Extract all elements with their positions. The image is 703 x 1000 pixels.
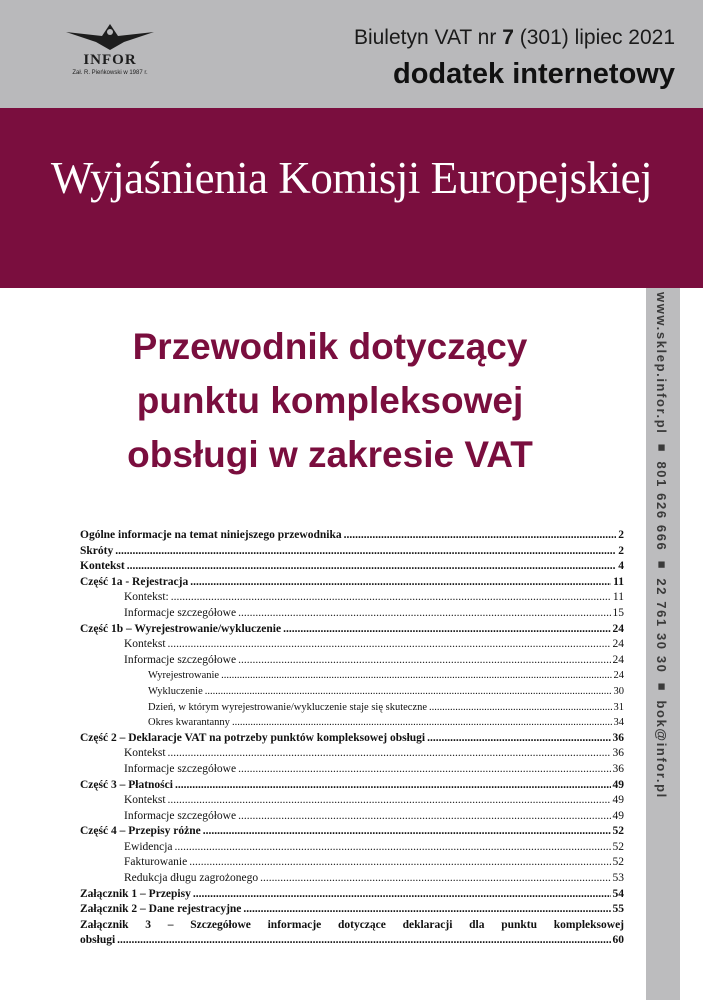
table-of-contents — [80, 528, 624, 949]
toc-entry: obsługi ..... 60 — [80, 933, 624, 949]
contact-strip — [646, 288, 680, 1000]
issue-suffix: (301) lipiec 2021 — [519, 26, 675, 49]
toc-entry: Załącznik 2 – Dane rejestracyjne ..... 55 — [80, 902, 624, 918]
toc-entry: Załącznik 1 – Przepisy ..... 54 — [80, 887, 624, 903]
toc-subentry: Kontekst ..... 24 — [80, 637, 624, 653]
toc-subsubentry: Wykluczenie ..... 30 — [80, 684, 624, 700]
toc-entry: Część 1a - Rejestracja ..... 11 — [80, 575, 624, 591]
toc-entry: Kontekst ..... 4 — [80, 559, 624, 575]
eagle-emblem-icon — [62, 22, 158, 52]
toc-subsubentry: Okres kwarantanny ..... 34 — [80, 715, 624, 731]
toc-subsubentry: Wyrejestrowanie ..... 24 — [80, 668, 624, 684]
issue-info — [354, 26, 675, 50]
toc-subentry: Informacje szczegółowe ..... 36 — [80, 762, 624, 778]
toc-entry: Załącznik 3 – Szczegółowe informacje dotyczące deklaracji dla punktu kompleksowej — [80, 918, 624, 931]
brand-tagline: Zał. R. Pieńkowski w 1987 r. — [72, 70, 148, 76]
brand-name: INFOR — [83, 52, 137, 68]
supplement-label: dodatek internetowy — [393, 58, 675, 90]
toc-subentry: Redukcja długu zagrożonego ..... 53 — [80, 871, 624, 887]
toc-subentry: Kontekst: ..... 11 — [80, 590, 624, 606]
header-band — [0, 0, 703, 108]
title-line: obsługi w zakresie VAT — [127, 434, 533, 475]
series-title: Wyjaśnienia Komisji Europejskiej — [50, 153, 653, 203]
toc-subentry: Informacje szczegółowe ..... 49 — [80, 809, 624, 825]
title-line: punktu kompleksowej — [136, 380, 524, 421]
issue-number: 7 — [502, 26, 514, 49]
toc-entry: Część 1b – Wyrejestrowanie/wykluczenie ..... 24 — [80, 622, 624, 638]
contact-text: www.sklep.infor.pl ■ 801 626 666 ■ 22 761 30 30 ■ bok@infor.pl — [654, 292, 669, 799]
toc-subentry: Ewidencja ..... 52 — [80, 840, 624, 856]
toc-subentry: Informacje szczegółowe ..... 15 — [80, 606, 624, 622]
issue-prefix: Biuletyn VAT nr — [353, 26, 497, 49]
toc-entry: Skróty ..... 2 — [80, 544, 624, 560]
toc-entry: Część 2 – Deklaracje VAT na potrzeby punktów kompleksowej obsługi ..... 36 — [80, 731, 624, 747]
publisher-logo — [62, 22, 158, 80]
toc-subentry: Informacje szczegółowe ..... 24 — [80, 653, 624, 669]
toc-entry: Część 4 – Przepisy różne ..... 52 — [80, 824, 624, 840]
toc-entry: Część 3 – Płatności ..... 49 — [80, 778, 624, 794]
series-band — [0, 108, 703, 288]
title-line: Przewodnik dotyczący — [132, 326, 528, 367]
toc-subentry: Kontekst ..... 49 — [80, 793, 624, 809]
toc-entry: Ogólne informacje na temat niniejszego przewodnika ..... 2 — [80, 528, 624, 544]
toc-subsubentry: Dzień, w którym wyrejestrowanie/wykluczenie staje się skuteczne ..... 31 — [80, 700, 624, 716]
document-title — [40, 320, 620, 482]
toc-subentry: Kontekst ..... 36 — [80, 746, 624, 762]
toc-subentry: Fakturowanie ..... 52 — [80, 855, 624, 871]
